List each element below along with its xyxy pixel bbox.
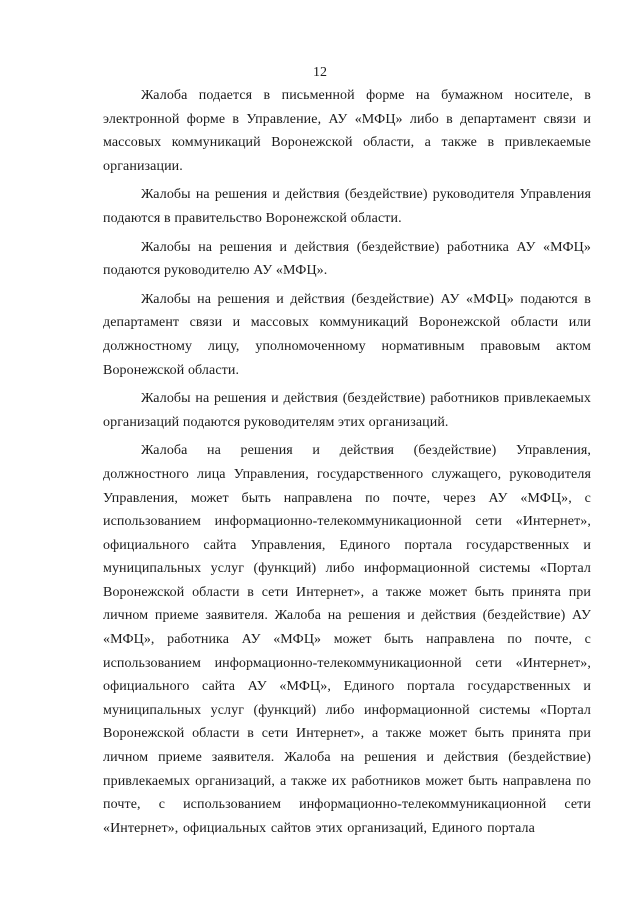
paragraph-mfc-complaints: Жалобы на решения и действия (бездействие) АУ «МФЦ» подаются в департамент связи и массовых коммуникаций Воронежской области или должностному лицу, уполномоченному нормативным правовым актом Воронежской области. — [103, 291, 591, 378]
paragraph-submission-channels: Жалоба на решения и действия (бездействие) Управления, должностного лица Управления, государственного служащего, руководителя Управления, может быть направлена по почте, через АУ «МФЦ», с использованием информационно-телекоммуникационной сети «Интернет», официального сайта Управления, Единого портала государственных и муниципальных услуг (функций) либо информационной системы «Портал Воронежской области в сети Интернет», а также может быть принята при личном приеме заявителя. Жалоба на решения и действия (бездействие) АУ «МФЦ», работника АУ «МФЦ» может быть направлена по почте, с использованием информационно-телекоммуникационной сети «Интернет», официального сайта АУ «МФЦ», Единого портала государственных и муниципальных услуг (функций) либо информационной системы «Портал Воронежской области в сети Интернет», а также может быть принята при личном приеме заявителя. Жалоба на решения и действия (бездействие) привлекаемых организаций, а также их работников может быть направлена по почте, с использованием информационно-телекоммуникационной сети «Интернет», официальных сайтов этих организаций, Единого портала — [103, 443, 591, 836]
document-body — [103, 84, 591, 845]
page-number: 12 — [313, 65, 327, 80]
paragraph-organizations-complaints: Жалобы на решения и действия (бездействие) работников привлекаемых организаций подаются руководителям этих организаций. — [103, 391, 591, 430]
paragraph-head-complaints: Жалобы на решения и действия (бездействие) руководителя Управления подаются в правительство Воронежской области. — [103, 187, 591, 226]
paragraph-complaint-form: Жалоба подается в письменной форме на бумажном носителе, в электронной форме в Управление, АУ «МФЦ» либо в департамент связи и массовых коммуникаций Воронежской области, а также в привлекаемые организации. — [103, 88, 591, 174]
paragraph-mfc-employee-complaints: Жалобы на решения и действия (бездействие) работника АУ «МФЦ» подаются руководителю АУ «МФЦ». — [103, 239, 591, 279]
